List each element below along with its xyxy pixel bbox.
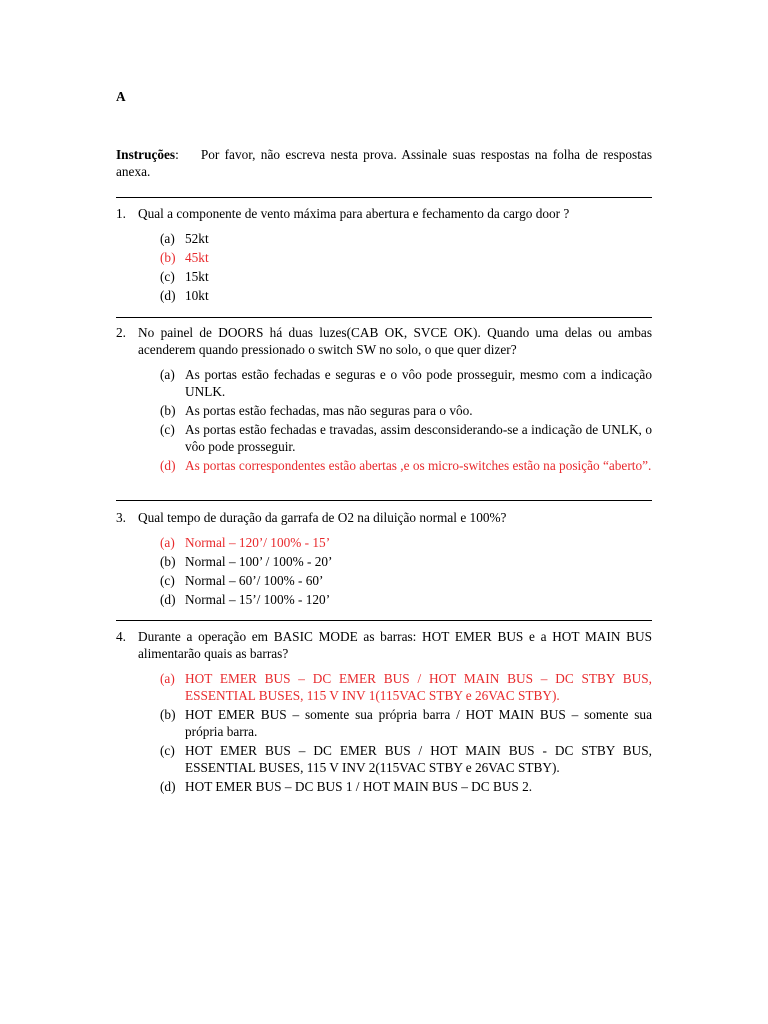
option-letter: (c) — [160, 269, 175, 284]
question-number: 3. — [116, 510, 126, 525]
options-list — [160, 230, 652, 304]
instructions-text: Por favor, não escreva nesta prova. Assinale suas respostas na folha de respostas anexa. — [116, 147, 652, 179]
question-1 — [116, 205, 652, 306]
option-d — [160, 591, 652, 608]
option-c — [160, 421, 652, 455]
question-number: 4. — [116, 629, 126, 644]
question-text: Qual a componente de vento máxima para abertura e fechamento da cargo door ? — [138, 206, 570, 221]
question-text: Qual tempo de duração da garrafa de O2 na diluição normal e 100%? — [138, 510, 507, 525]
divider — [116, 500, 652, 501]
instructions-label: Instruções — [116, 147, 176, 162]
option-text: HOT EMER BUS – DC EMER BUS / HOT MAIN BUS – DC STBY BUS, ESSENTIAL BUSES, 115 V INV 1(115VAC STBY e 26VAC STBY). — [185, 671, 652, 703]
option-letter: (d) — [160, 288, 176, 303]
option-b — [160, 402, 652, 419]
question-text: Durante a operação em BASIC MODE as barras: HOT EMER BUS e a HOT MAIN BUS alimentarão quais as barras? — [138, 629, 652, 661]
option-text: HOT EMER BUS – DC BUS 1 / HOT MAIN BUS – DC BUS 2. — [185, 779, 533, 794]
exam-version-label: A — [116, 89, 126, 104]
option-c — [160, 742, 652, 776]
question-4 — [116, 628, 652, 797]
options-list — [160, 670, 652, 795]
option-c — [160, 268, 652, 285]
option-text: Normal – 120’/ 100% - 15’ — [185, 535, 331, 550]
option-text: HOT EMER BUS – DC EMER BUS / HOT MAIN BUS - DC STBY BUS, ESSENTIAL BUSES, 115 V INV 2(115VAC STBY e 26VAC STBY). — [185, 743, 652, 775]
option-d — [160, 778, 652, 795]
option-b-correct — [160, 249, 652, 266]
option-letter: (b) — [160, 554, 176, 569]
option-text: 15kt — [185, 269, 209, 284]
option-text: 45kt — [185, 250, 209, 265]
option-b — [160, 706, 652, 740]
option-letter: (a) — [160, 367, 175, 382]
option-c — [160, 572, 652, 589]
option-letter: (c) — [160, 422, 175, 437]
option-letter: (d) — [160, 458, 176, 473]
option-letter: (a) — [160, 231, 175, 246]
option-letter: (a) — [160, 535, 175, 550]
option-letter: (b) — [160, 250, 176, 265]
option-text: As portas correspondentes estão abertas ,e os micro-switches estão na posição “aberto”. — [185, 458, 652, 473]
question-number: 1. — [116, 206, 126, 221]
option-letter: (b) — [160, 403, 176, 418]
option-a-correct — [160, 670, 652, 704]
option-text: HOT EMER BUS – somente sua própria barra / HOT MAIN BUS – somente sua própria barra. — [185, 707, 652, 739]
option-a — [160, 230, 652, 247]
question-3 — [116, 509, 652, 610]
question-number: 2. — [116, 325, 126, 340]
instructions — [116, 146, 652, 180]
option-a — [160, 366, 652, 400]
option-text: Normal – 15’/ 100% - 120’ — [185, 592, 331, 607]
question-text: No painel de DOORS há duas luzes(CAB OK, SVCE OK). Quando uma delas ou ambas acenderem quando pressionado o switch SW no solo, o que quer dizer? — [138, 325, 652, 357]
option-text: As portas estão fechadas e travadas, assim desconsiderando-se a indicação de UNLK, o vôo pode prosseguir. — [185, 422, 652, 454]
option-text: As portas estão fechadas, mas não seguras para o vôo. — [185, 403, 473, 418]
option-d — [160, 287, 652, 304]
option-d-correct — [160, 457, 652, 474]
option-letter: (a) — [160, 671, 175, 686]
divider — [116, 197, 652, 198]
option-letter: (b) — [160, 707, 176, 722]
option-letter: (c) — [160, 573, 175, 588]
option-b — [160, 553, 652, 570]
option-letter: (c) — [160, 743, 175, 758]
option-text: Normal – 60’/ 100% - 60’ — [185, 573, 324, 588]
option-text: 10kt — [185, 288, 209, 303]
option-text: As portas estão fechadas e seguras e o vôo pode prosseguir, mesmo com a indicação UNLK. — [185, 367, 652, 399]
option-letter: (d) — [160, 592, 176, 607]
divider — [116, 317, 652, 318]
question-2 — [116, 324, 652, 476]
option-letter: (d) — [160, 779, 176, 794]
option-a-correct — [160, 534, 652, 551]
option-text: Normal – 100’ / 100% - 20’ — [185, 554, 333, 569]
options-list — [160, 366, 652, 474]
instructions-colon: : — [175, 147, 179, 162]
option-text: 52kt — [185, 231, 209, 246]
divider — [116, 620, 652, 621]
options-list — [160, 534, 652, 608]
